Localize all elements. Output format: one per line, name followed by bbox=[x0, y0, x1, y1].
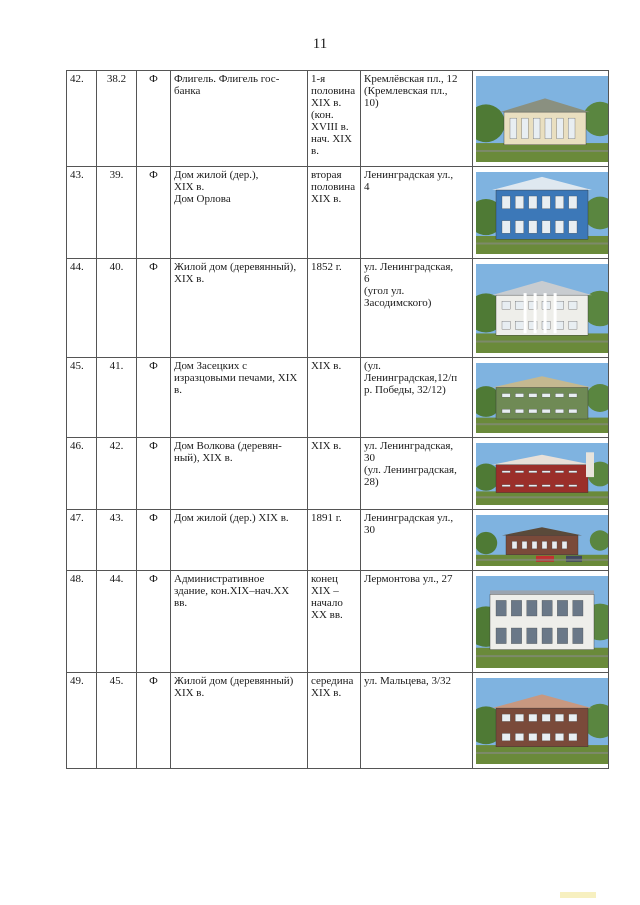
window bbox=[502, 221, 510, 234]
object-name: Дом Засецких с изразцовыми печами, XIX в. bbox=[171, 358, 308, 438]
fence bbox=[476, 496, 608, 498]
window bbox=[515, 409, 523, 413]
window bbox=[555, 485, 563, 487]
window bbox=[496, 600, 506, 616]
window bbox=[529, 394, 537, 398]
table-row bbox=[67, 358, 609, 438]
fence bbox=[476, 150, 608, 152]
table-row bbox=[67, 510, 609, 571]
register-code: 41. bbox=[97, 358, 137, 438]
table-row bbox=[67, 71, 609, 167]
table-row bbox=[67, 571, 609, 673]
window bbox=[529, 733, 537, 740]
register-code: 40. bbox=[97, 259, 137, 358]
object-photo-cell bbox=[473, 510, 609, 571]
window bbox=[529, 196, 537, 209]
window bbox=[502, 321, 510, 329]
fence bbox=[476, 423, 608, 425]
object-date: 1852 г. bbox=[308, 259, 361, 358]
window bbox=[529, 485, 537, 487]
object-address: (ул. Ленинградская,12/п р. Победы, 32/12) bbox=[361, 358, 473, 438]
category-mark: Ф bbox=[137, 510, 171, 571]
object-name: Дом жилой (дер.) XIX в. bbox=[171, 510, 308, 571]
category-mark: Ф bbox=[137, 259, 171, 358]
column bbox=[554, 293, 557, 333]
object-date: вторая половина XIX в. bbox=[308, 167, 361, 259]
object-date: 1-я половина XIX в. (кон. XVIII в. нач. XIX в. bbox=[308, 71, 361, 167]
object-address: Кремлёвская пл., 12 (Кремлевская пл., 10) bbox=[361, 71, 473, 167]
window bbox=[502, 733, 510, 740]
window bbox=[555, 221, 563, 234]
window bbox=[569, 485, 577, 487]
object-address: ул. Ленинградская, 30 (ул. Ленинградская, 28) bbox=[361, 438, 473, 510]
window bbox=[496, 628, 506, 644]
window bbox=[502, 471, 510, 473]
row-number: 45. bbox=[67, 358, 97, 438]
column bbox=[534, 293, 537, 333]
object-name: Жилой дом (деревянный) XIX в. bbox=[171, 673, 308, 769]
window bbox=[555, 196, 563, 209]
house-photo-icon bbox=[476, 172, 608, 254]
window bbox=[542, 409, 550, 413]
object-name: Жилой дом (деревянный), XIX в. bbox=[171, 259, 308, 358]
row-number: 48. bbox=[67, 571, 97, 673]
window bbox=[569, 471, 577, 473]
window bbox=[502, 301, 510, 309]
category-mark: Ф bbox=[137, 673, 171, 769]
row-number: 46. bbox=[67, 438, 97, 510]
object-address: ул. Мальцева, 3/32 bbox=[361, 673, 473, 769]
window bbox=[515, 471, 523, 473]
house-photo-icon bbox=[476, 363, 608, 433]
object-name: Дом жилой (дер.), XIX в. Дом Орлова bbox=[171, 167, 308, 259]
window bbox=[515, 394, 523, 398]
window bbox=[542, 196, 550, 209]
object-date: XIX в. bbox=[308, 358, 361, 438]
window bbox=[573, 600, 583, 616]
object-date: 1891 г. bbox=[308, 510, 361, 571]
window bbox=[515, 321, 523, 329]
window bbox=[529, 221, 537, 234]
window bbox=[569, 714, 577, 721]
object-photo-cell bbox=[473, 673, 609, 769]
fence bbox=[476, 752, 608, 754]
object-address: Ленинградская ул., 4 bbox=[361, 167, 473, 259]
table-row bbox=[67, 673, 609, 769]
scan-mark bbox=[560, 892, 596, 898]
register-code: 45. bbox=[97, 673, 137, 769]
window bbox=[542, 733, 550, 740]
register-code: 43. bbox=[97, 510, 137, 571]
car bbox=[536, 556, 554, 562]
window bbox=[557, 600, 567, 616]
window bbox=[569, 394, 577, 398]
category-mark: Ф bbox=[137, 571, 171, 673]
column bbox=[544, 293, 547, 333]
window bbox=[557, 118, 564, 139]
object-name: Флигель. Флигель гос- банка bbox=[171, 71, 308, 167]
house-photo-icon bbox=[476, 264, 608, 353]
row-number: 43. bbox=[67, 167, 97, 259]
window bbox=[515, 485, 523, 487]
object-date: XIX в. bbox=[308, 438, 361, 510]
window bbox=[510, 118, 517, 139]
window bbox=[502, 394, 510, 398]
column bbox=[524, 293, 527, 333]
window bbox=[557, 628, 567, 644]
window bbox=[515, 714, 523, 721]
window bbox=[569, 301, 577, 309]
object-photo-cell bbox=[473, 167, 609, 259]
object-photo-cell bbox=[473, 438, 609, 510]
object-photo-cell bbox=[473, 358, 609, 438]
window bbox=[542, 628, 552, 644]
window bbox=[533, 118, 540, 139]
house-photo-icon bbox=[476, 515, 608, 566]
house-facade bbox=[496, 708, 588, 747]
register-code: 44. bbox=[97, 571, 137, 673]
fence bbox=[476, 243, 608, 245]
window bbox=[569, 409, 577, 413]
object-date: конец XIX – начало XX вв. bbox=[308, 571, 361, 673]
window bbox=[542, 600, 552, 616]
window bbox=[562, 541, 567, 548]
window bbox=[515, 221, 523, 234]
window bbox=[569, 221, 577, 234]
window bbox=[573, 628, 583, 644]
window bbox=[527, 600, 537, 616]
window bbox=[542, 394, 550, 398]
heritage-registry-table bbox=[66, 70, 609, 769]
window bbox=[515, 733, 523, 740]
window bbox=[545, 118, 552, 139]
window bbox=[552, 541, 557, 548]
window bbox=[542, 485, 550, 487]
object-name: Дом Волкова (деревян- ный), XIX в. bbox=[171, 438, 308, 510]
window bbox=[568, 118, 575, 139]
category-mark: Ф bbox=[137, 358, 171, 438]
object-date: середина XIX в. bbox=[308, 673, 361, 769]
table-row bbox=[67, 438, 609, 510]
fence bbox=[476, 559, 608, 561]
ground bbox=[476, 333, 608, 353]
object-address: ул. Ленинградская, 6 (угол ул. Засодимского) bbox=[361, 259, 473, 358]
window bbox=[522, 118, 529, 139]
fence bbox=[476, 341, 608, 343]
window bbox=[542, 541, 547, 548]
window bbox=[529, 471, 537, 473]
fence bbox=[476, 655, 608, 657]
ground bbox=[476, 745, 608, 764]
object-address: Лермонтова ул., 27 bbox=[361, 571, 473, 673]
ground bbox=[476, 143, 608, 162]
window bbox=[512, 541, 517, 548]
window bbox=[555, 394, 563, 398]
window bbox=[532, 541, 537, 548]
object-photo-cell bbox=[473, 71, 609, 167]
window bbox=[542, 221, 550, 234]
window bbox=[502, 196, 510, 209]
page-number: 11 bbox=[312, 36, 328, 52]
house-facade bbox=[496, 465, 588, 493]
window bbox=[569, 733, 577, 740]
house-photo-icon bbox=[476, 576, 608, 668]
window bbox=[555, 409, 563, 413]
window bbox=[542, 714, 550, 721]
church-tower bbox=[586, 452, 594, 477]
window bbox=[502, 409, 510, 413]
object-photo-cell bbox=[473, 571, 609, 673]
window bbox=[502, 714, 510, 721]
window bbox=[569, 321, 577, 329]
window bbox=[555, 471, 563, 473]
object-name: Административное здание, кон.XIX–нач.XX вв. bbox=[171, 571, 308, 673]
row-number: 47. bbox=[67, 510, 97, 571]
register-code: 38.2 bbox=[97, 71, 137, 167]
table-row bbox=[67, 167, 609, 259]
window bbox=[555, 714, 563, 721]
window bbox=[529, 714, 537, 721]
window bbox=[555, 733, 563, 740]
house-photo-icon bbox=[476, 678, 608, 764]
window bbox=[515, 301, 523, 309]
register-code: 39. bbox=[97, 167, 137, 259]
window bbox=[511, 600, 521, 616]
category-mark: Ф bbox=[137, 71, 171, 167]
house-facade bbox=[496, 388, 588, 420]
ground bbox=[476, 418, 608, 433]
table-row bbox=[67, 259, 609, 358]
object-address: Ленинградская ул., 30 bbox=[361, 510, 473, 571]
object-photo-cell bbox=[473, 259, 609, 358]
window bbox=[529, 409, 537, 413]
window bbox=[515, 196, 523, 209]
house-photo-icon bbox=[476, 76, 608, 162]
window bbox=[511, 628, 521, 644]
window bbox=[569, 196, 577, 209]
window bbox=[502, 485, 510, 487]
category-mark: Ф bbox=[137, 438, 171, 510]
row-number: 44. bbox=[67, 259, 97, 358]
category-mark: Ф bbox=[137, 167, 171, 259]
register-code: 42. bbox=[97, 438, 137, 510]
ground bbox=[476, 648, 608, 668]
window bbox=[522, 541, 527, 548]
house-photo-icon bbox=[476, 443, 608, 505]
row-number: 42. bbox=[67, 71, 97, 167]
row-number: 49. bbox=[67, 673, 97, 769]
window bbox=[527, 628, 537, 644]
car bbox=[566, 556, 582, 562]
window bbox=[542, 471, 550, 473]
